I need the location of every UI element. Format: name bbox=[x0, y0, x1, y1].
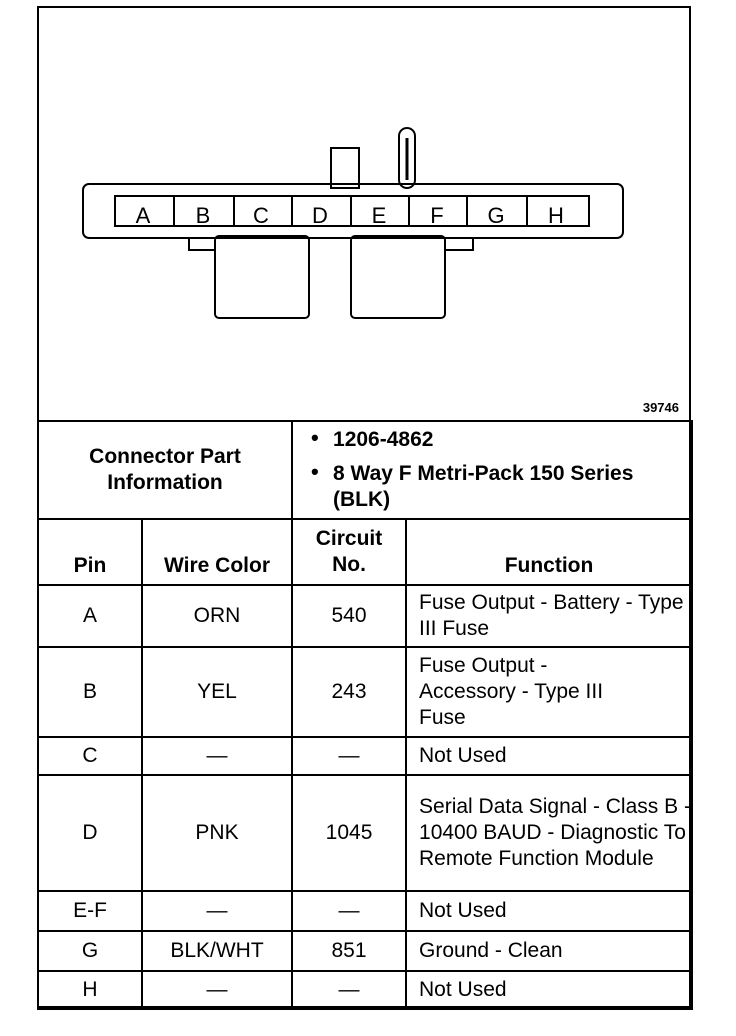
pinout-table bbox=[37, 420, 693, 1010]
circuit-cell: 851 bbox=[292, 931, 406, 971]
wire-color-cell: — bbox=[142, 737, 292, 775]
pin-label-g: G bbox=[487, 203, 505, 228]
circuit-cell: 243 bbox=[292, 647, 406, 737]
pin-label-c: C bbox=[253, 203, 269, 228]
table-row bbox=[38, 931, 692, 971]
table-row bbox=[38, 891, 692, 931]
pin-cell: D bbox=[38, 775, 142, 891]
wire-color-cell: — bbox=[142, 971, 292, 1009]
left-lock-body bbox=[215, 236, 309, 318]
circuit-cell: — bbox=[292, 971, 406, 1009]
pin-label-e: E bbox=[371, 203, 387, 228]
part-number: 1206-4862 bbox=[333, 428, 434, 451]
col-header-wire-color: Wire Color bbox=[142, 519, 292, 585]
table-row bbox=[38, 775, 692, 891]
wire-color-cell: ORN bbox=[142, 585, 292, 647]
table-row bbox=[38, 585, 692, 647]
connector-info-row bbox=[38, 421, 692, 519]
function-cell: Ground - Clean bbox=[406, 931, 692, 971]
circuit-cell: 1045 bbox=[292, 775, 406, 891]
circuit-cell: 540 bbox=[292, 585, 406, 647]
col-header-circuit: Circuit No. bbox=[292, 519, 406, 585]
wire-color-cell: PNK bbox=[142, 775, 292, 891]
connector-info-cell bbox=[292, 421, 692, 519]
circuit-cell: — bbox=[292, 737, 406, 775]
pin-label-d: D bbox=[312, 203, 328, 228]
pin-cell: A bbox=[38, 585, 142, 647]
pin-label-b: B bbox=[195, 203, 211, 228]
function-cell: Not Used bbox=[406, 971, 692, 1009]
circuit-cell: — bbox=[292, 891, 406, 931]
connector-type: 8 Way F Metri-Pack 150 Series (BLK) bbox=[333, 462, 634, 511]
connector-info-list bbox=[293, 427, 691, 513]
connector-info-item: • 1206-4862 bbox=[311, 425, 434, 451]
function-cell: Fuse Output - Accessory - Type III Fuse bbox=[406, 647, 692, 737]
pin-cell: E-F bbox=[38, 891, 142, 931]
pin-cell: B bbox=[38, 647, 142, 737]
wire-color-cell: YEL bbox=[142, 647, 292, 737]
pin-label-a: A bbox=[135, 203, 151, 228]
table-row bbox=[38, 647, 692, 737]
connector-info-header-cell bbox=[38, 421, 292, 519]
col-header-function: Function bbox=[406, 519, 692, 585]
table-row bbox=[38, 971, 692, 1009]
col-header-pin: Pin bbox=[38, 519, 142, 585]
pin-cell: C bbox=[38, 737, 142, 775]
connector-info-header: Connector Part Information bbox=[89, 445, 241, 494]
function-cell: Fuse Output - Battery - Type III Fuse bbox=[406, 585, 692, 647]
function-cell: Not Used bbox=[406, 737, 692, 775]
column-header-row bbox=[38, 519, 692, 585]
pin-label-f: F bbox=[430, 203, 444, 228]
connector-info-item: • 8 Way F Metri-Pack 150 Series (BLK) bbox=[311, 459, 634, 511]
wire-color-cell: BLK/WHT bbox=[142, 931, 292, 971]
latch-tab bbox=[331, 148, 359, 188]
pin-cell: G bbox=[38, 931, 142, 971]
connector-sheet bbox=[37, 6, 691, 1008]
function-cell: Serial Data Signal - Class B - 10400 BAUD - Diagnostic To Remote Function Module bbox=[406, 775, 692, 891]
figure-number: 39746 bbox=[642, 400, 679, 415]
connector-diagram bbox=[39, 8, 689, 420]
wire-color-cell: — bbox=[142, 891, 292, 931]
table-row bbox=[38, 737, 692, 775]
pin-label-h: H bbox=[548, 203, 564, 228]
pin-cell: H bbox=[38, 971, 142, 1009]
right-lock-body bbox=[351, 236, 445, 318]
function-cell: Not Used bbox=[406, 891, 692, 931]
